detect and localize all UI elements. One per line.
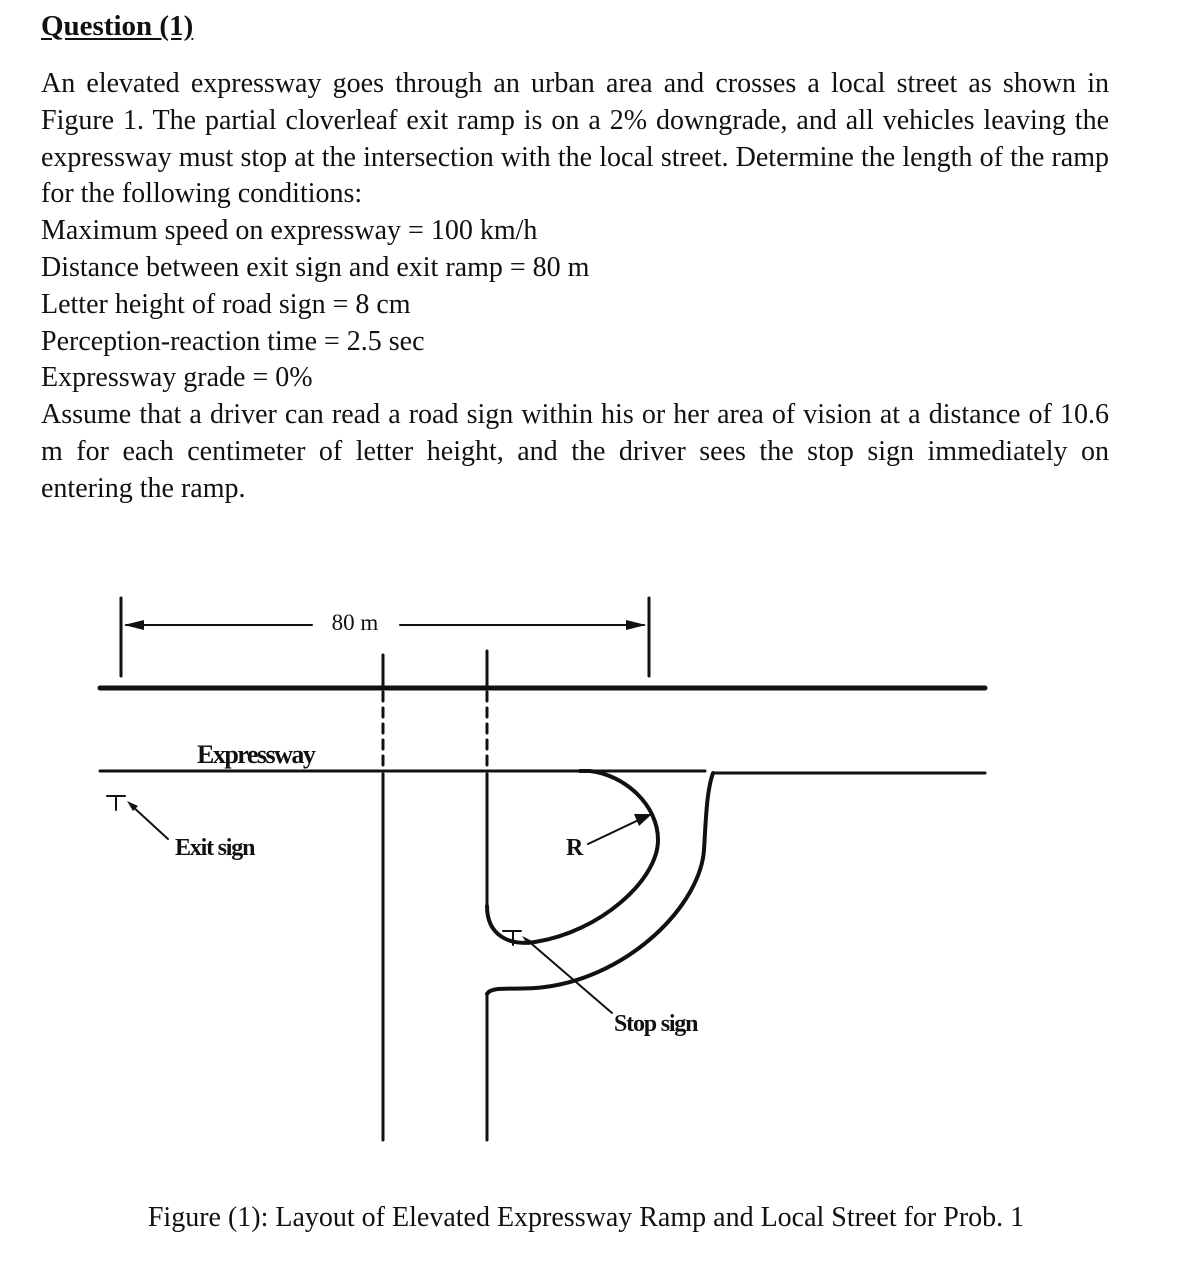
figure-caption: Figure (1): Layout of Elevated Expressway Ramp and Local Street for Prob. 1 bbox=[147, 1202, 1025, 1233]
radius-arrow bbox=[588, 814, 652, 844]
exit-sign-icon bbox=[107, 796, 168, 839]
condition-expressway-grade: Expressway grade = 0% bbox=[41, 362, 313, 394]
local-street bbox=[383, 651, 487, 1140]
dimension-line bbox=[121, 598, 649, 676]
exit-sign-label: Exit sign bbox=[175, 835, 255, 861]
stop-sign-label: Stop sign bbox=[614, 1011, 698, 1037]
condition-sign-distance: Distance between exit sign and exit ramp = 80 m bbox=[41, 251, 590, 283]
question-body bbox=[41, 66, 1109, 508]
condition-max-speed: Maximum speed on expressway = 100 km/h bbox=[41, 215, 538, 247]
question-title: Question (1) bbox=[41, 10, 194, 42]
loop-ramp bbox=[487, 771, 713, 994]
dimension-label: 80 m bbox=[331, 610, 379, 635]
condition-letter-height: Letter height of road sign = 8 cm bbox=[41, 288, 411, 320]
ramp-layout-figure bbox=[0, 580, 1202, 1180]
question-paragraph-2: Assume that a driver can read a road sign within his or her area of vision at a distance of 10.6 m for each centimeter of letter height, and the driver sees the stop sign immediately on entering the ramp. bbox=[41, 399, 1109, 504]
condition-perception-reaction-time: Perception-reaction time = 2.5 sec bbox=[41, 325, 425, 357]
radius-label: R bbox=[566, 835, 584, 861]
question-paragraph-1: An elevated expressway goes through an urban area and crosses a local street as shown in Figure 1. The partial cloverleaf exit ramp is on a 2% downgrade, and all vehicles leaving the expressway must stop at the intersection with the local street. Determine the length of the ramp for the following conditions: bbox=[41, 68, 1109, 210]
expressway-label: Expressway bbox=[197, 740, 315, 769]
